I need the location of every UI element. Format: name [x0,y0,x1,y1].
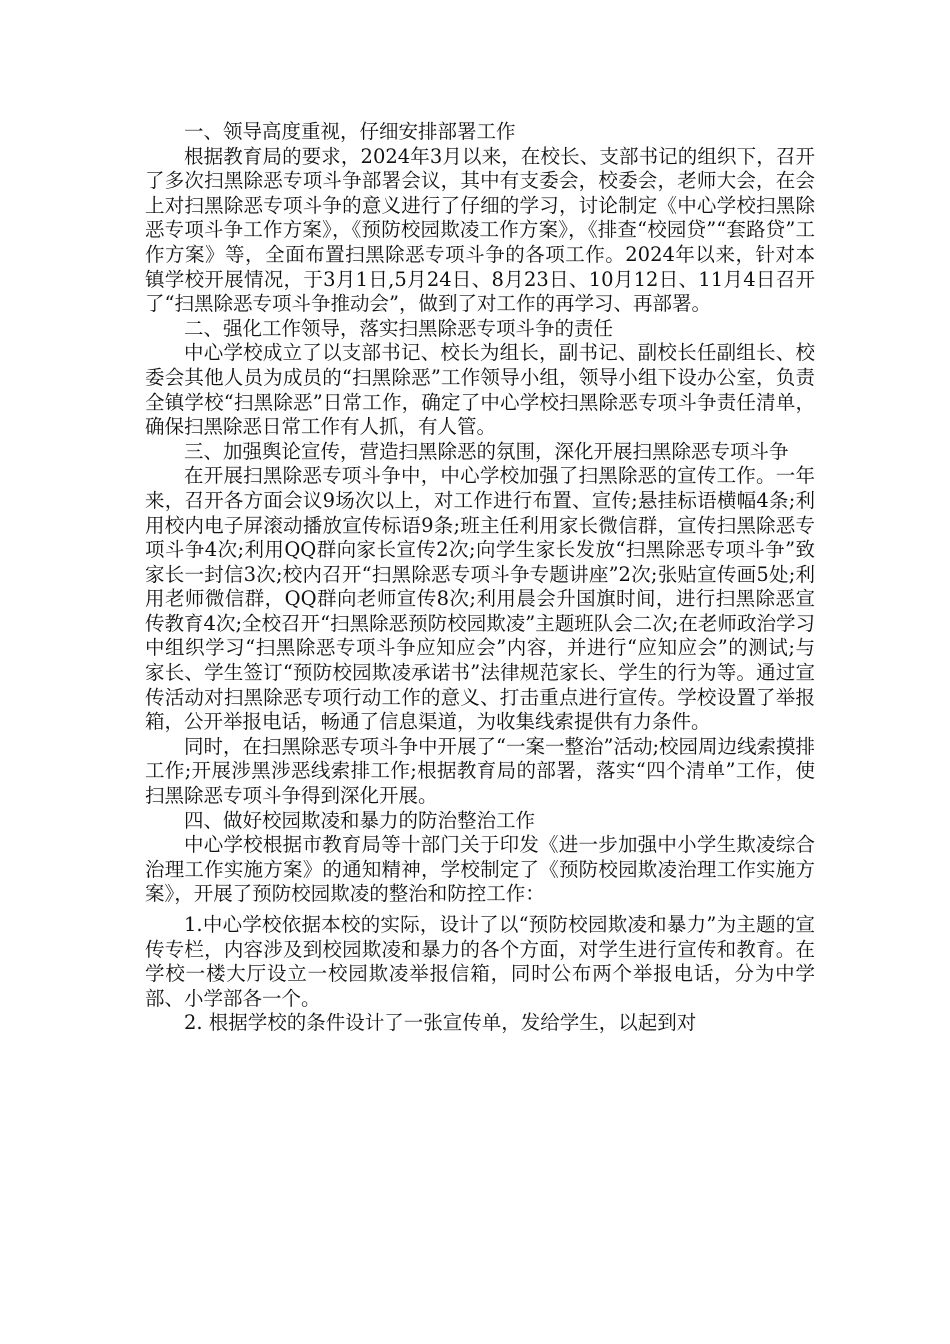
document-body [145,120,815,1036]
section-heading-4: 四、做好校园欺凌和暴力的防治整治工作 [184,808,536,832]
list-item: 1.中心学校依据本校的实际，设计了以“预防校园欺凌和暴力”为主题的宣传专栏，内容涉及到校园欺凌和暴力的各个方面，对学生进行宣传和教育。在学校一楼大厅设立一校园欺凌举报信箱，同时公布两个举报电话，分为中学部、小学部各一个。 [145,913,815,1010]
paragraph: 中心学校成立了以支部书记、校长为组长，副书记、副校长任副组长、校委会其他人员为成员的“扫黑除恶”工作领导小组，领导小组下设办公室，负责全镇学校“扫黑除恶”日常工作，确定了中心学校扫黑除恶专项斗争责任清单，确保扫黑除恶日常工作有人抓，有人管。 [145,341,815,439]
paragraph: 同时，在扫黑除恶专项斗争中开展了“一案一整治”活动;校园周边线索摸排工作;开展涉黑涉恶线索排工作;根据教育局的部署，落实“四个清单”工作，使扫黑除恶专项斗争得到深化开展。 [145,734,816,808]
paragraph: 根据教育局的要求，2024年3月以来，在校长、支部书记的组织下，召开了多次扫黑除恶专项斗争部署会议，其中有支委会，校委会，老师大会，在会上对扫黑除恶专项斗争的意义进行了仔细的学习，讨论制定《中心学校扫黑除恶专项斗争工作方案》，《预防校园欺凌工作方案》，《排查“校园贷”“套路贷”工作方案》等，全面布置扫黑除恶专项斗争的各项工作。2024年以来，针对本镇学校开展情况，于3月1日,5月24日、8月23日、10月12日、11月4日召开了“扫黑除恶专项斗争推动会”，做到了对工作的再学习、再部署。 [145,144,815,316]
section-heading-3: 三、加强舆论宣传，营造扫黑除恶的氛围，深化开展扫黑除恶专项斗争 [184,439,789,463]
paragraph: 中心学校根据市教育局等十部门关于印发《进一步加强中小学生欺凌综合治理工作实施方案》的通知精神，学校制定了《预防校园欺凌治理工作实施方案》，开展了预防校园欺凌的整治和防控工作： [145,833,815,906]
paragraph: 在开展扫黑除恶专项斗争中，中心学校加强了扫黑除恶的宣传工作。一年来，召开各方面会议9场次以上，对工作进行布置、宣传;悬挂标语横幅4条;利用校内电子屏滚动播放宣传标语9条;班主任利用家长微信群，宣传扫黑除恶专项斗争4次;利用QQ群向家长宣传2次;向学生家长发放“扫黑除恶专项斗争”致家长一封信3次;校内召开“扫黑除恶专项斗争专题讲座”2次;张贴宣传画5处;利用老师微信群，QQ群向老师宣传8次;利用晨会升国旗时间，进行扫黑除恶宣传教育4次;全校召开“扫黑除恶预防校园欺凌”主题班队会二次;在老师政治学习中组织学习“扫黑除恶专项斗争应知应会”内容，并进行“应知应会”的测试;与家长、学生签订“预防校园欺凌承诺书”法律规范家长、学生的行为等。通过宣传活动对扫黑除恶专项行动工作的意义、打击重点进行宣传。学校设置了举报箱，公开举报电话，畅通了信息渠道，为收集线索提供有力条件。 [145,464,816,734]
section-heading-2: 二、强化工作领导，落实扫黑除恶专项斗争的责任 [184,316,614,340]
list-item: 2. 根据学校的条件设计了一张宣传单，发给学生，以起到对 [184,1011,697,1035]
section-heading-1: 一、领导高度重视，仔细安排部署工作 [184,120,516,143]
